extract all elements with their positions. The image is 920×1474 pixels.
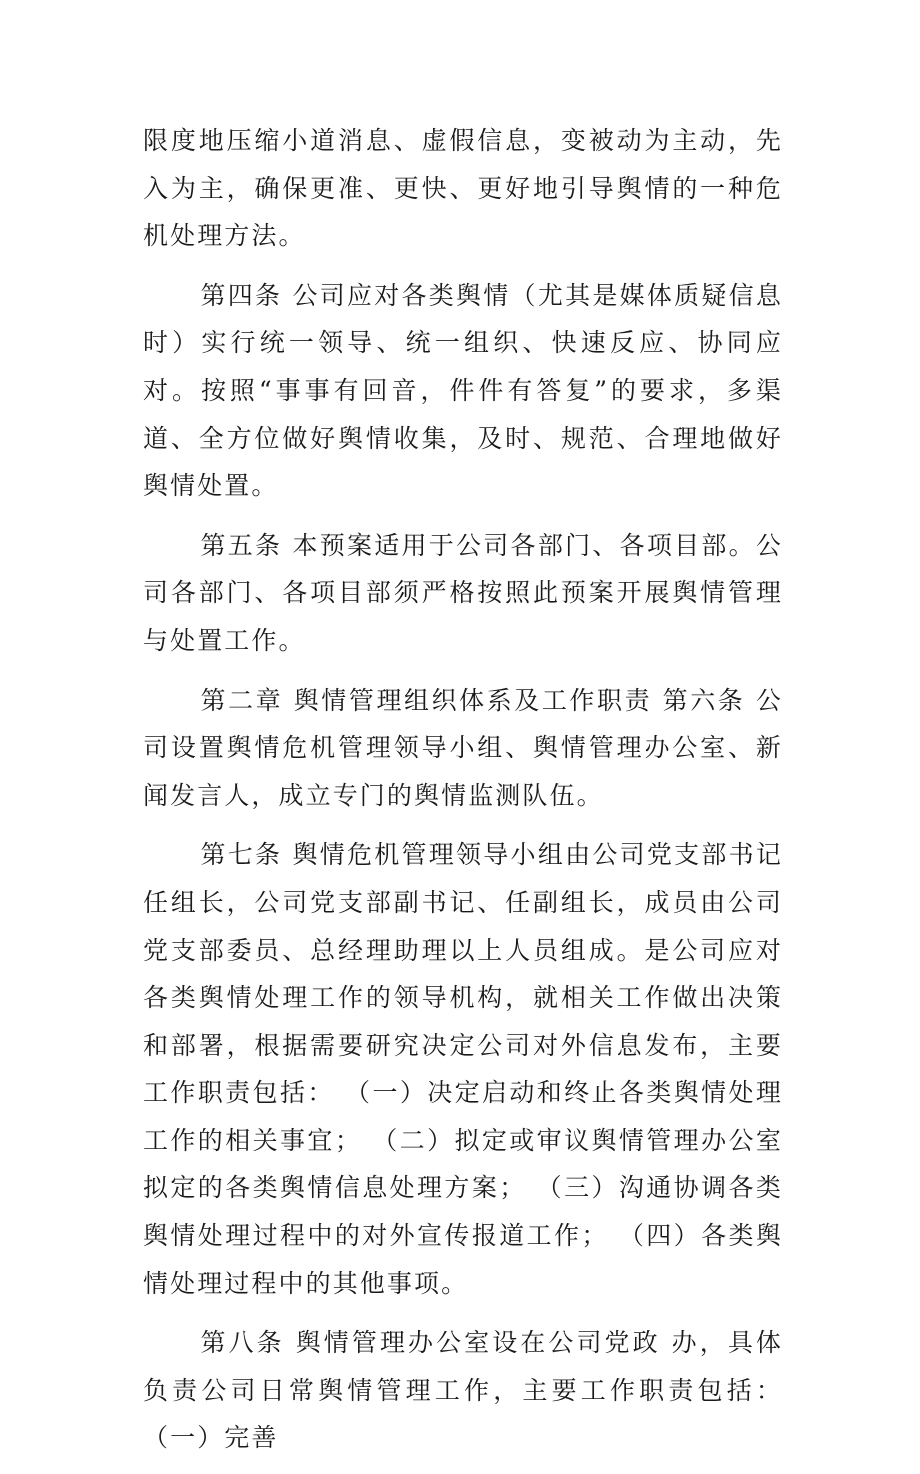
paragraph-chapter-2-article-6: 第二章 舆情管理组织体系及工作职责 第六条 公司设置舆情危机管理领导小组、舆情管理办公室、新闻发言人，成立专门的舆情监测队伍。	[143, 685, 783, 810]
document-body	[143, 117, 783, 1474]
paragraph-article-8: 第八条 舆情管理办公室设在公司党政 办，具体负责公司日常舆情管理工作，主要工作职责包括： （一）完善	[143, 1328, 783, 1453]
paragraph-article-5: 第五条 本预案适用于公司各部门、各项目部。公司各部门、各项目部须严格按照此预案开展舆情管理与处置工作。	[143, 530, 783, 655]
paragraph-continuation: 限度地压缩小道消息、虚假信息，变被动为主动，先入为主，确保更准、更快、更好地引导舆情的一种危机处理方法。	[143, 126, 783, 251]
paragraph-article-4: 第四条 公司应对各类舆情（尤其是媒体质疑信息时）实行统一领导、统一组织、快速反应、协同应对。按照“事事有回音，件件有答复”的要求，多渠道、全方位做好舆情收集，及时、规范、合理地做好舆情处置。	[143, 280, 783, 501]
paragraph-article-7: 第七条 舆情危机管理领导小组由公司党支部书记任组长，公司党支部副书记、任副组长，成员由公司党支部委员、总经理助理以上人员组成。是公司应对各类舆情处理工作的领导机构，就相关工作做出决策和部署，根据需要研究决定公司对外信息发布，主要工作职责包括： （一）决定启动和终止各类舆情处理工作的相关事宜； （二）拟定或审议舆情管理办公室拟定的各类舆情信息处理方案； （三）沟通协调各类舆情处理过程中的对外宣传报道工作； （四）各类舆情处理过程中的其他事项。	[143, 840, 783, 1298]
